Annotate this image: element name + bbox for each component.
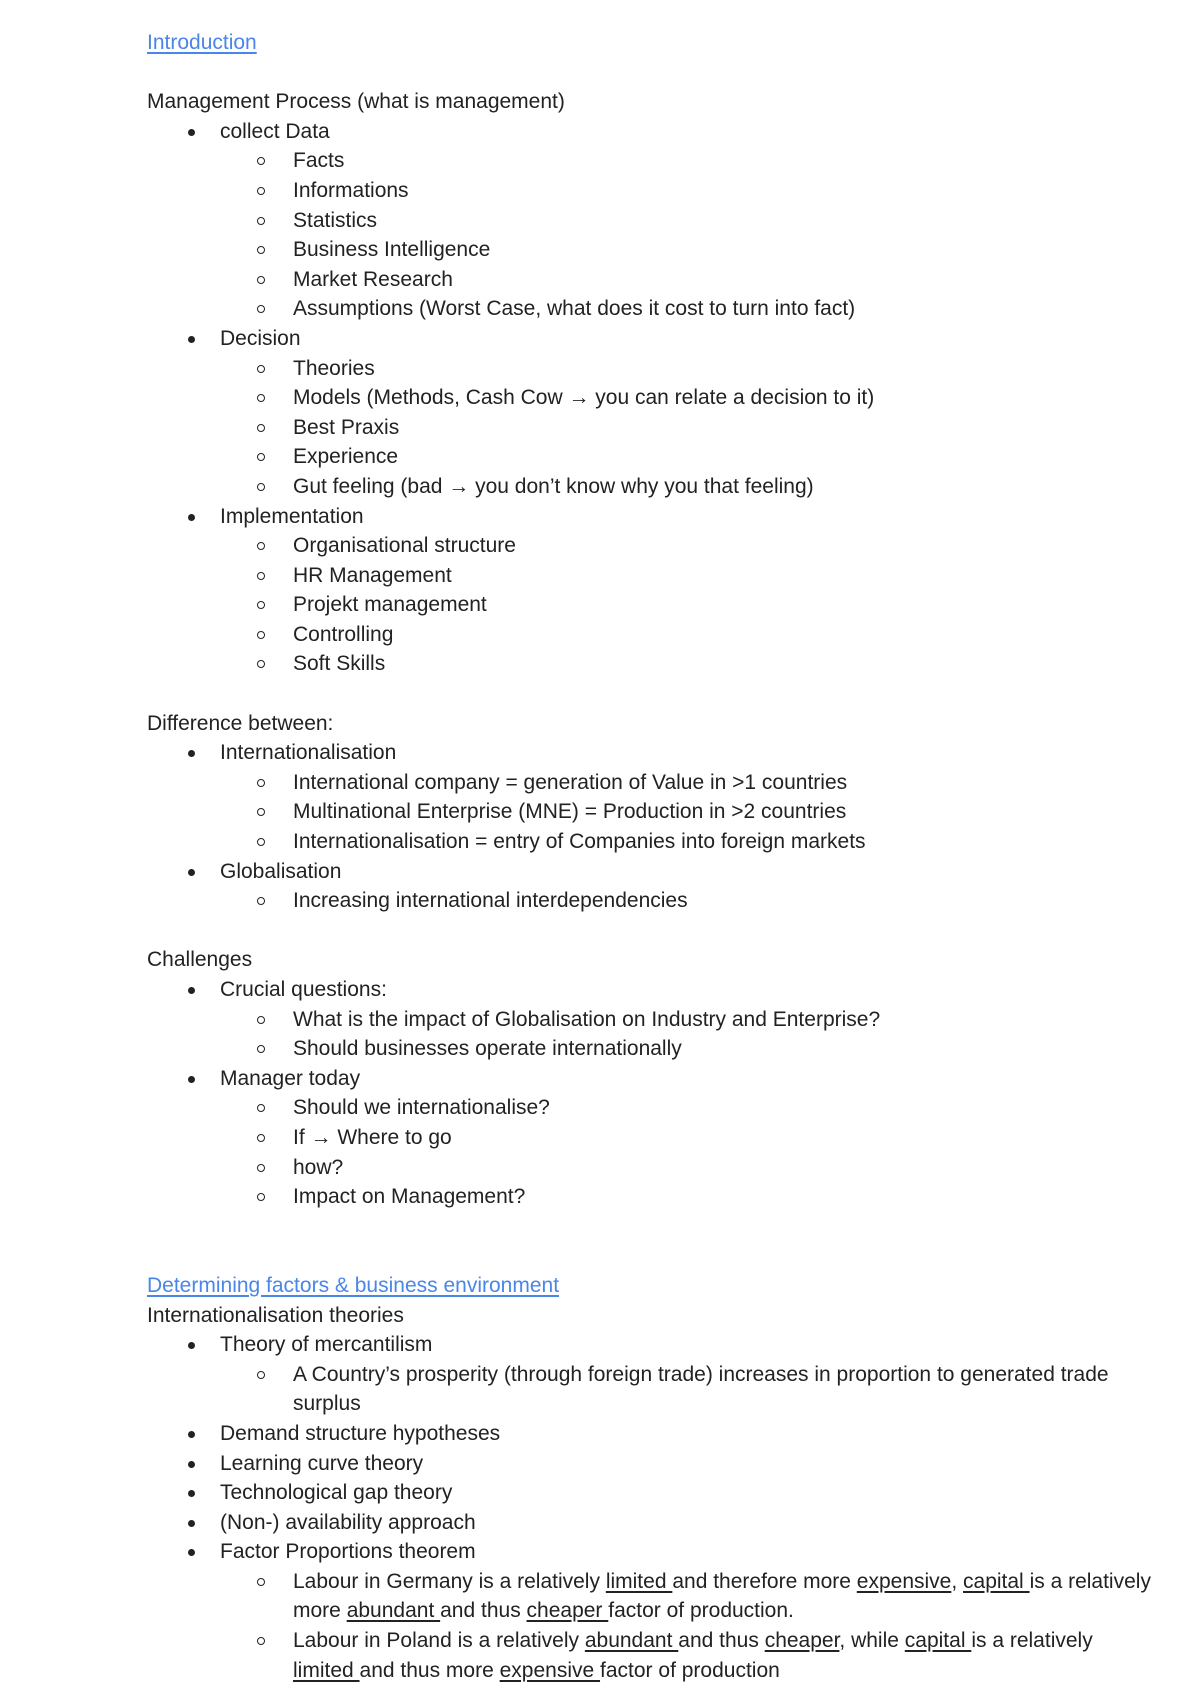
list-item: Facts [147,146,1157,176]
circle-bullet-icon [257,897,265,905]
list-item: International company = generation of Value in >1 countries [147,768,1157,798]
list-item: Decision [147,324,1157,354]
bullet-icon [188,514,195,521]
circle-bullet-icon [257,660,265,668]
bullet-icon [188,869,195,876]
list-item: Globalisation [147,857,1157,887]
document-page [147,28,1157,1685]
circle-bullet-icon [257,1193,265,1201]
circle-bullet-icon [257,572,265,580]
bullet-icon [188,336,195,343]
list-item: collect Data [147,117,1157,147]
bullet-icon [188,1431,195,1438]
circle-bullet-icon [257,779,265,787]
section-heading: Difference between: [147,711,334,735]
list-item: Informations [147,176,1157,206]
list-item: Gut feeling (bad → you don’t know why you that feeling) [147,472,1157,502]
list-item: Theory of mercantilism [147,1330,1157,1360]
list-item: Manager today [147,1064,1157,1094]
list-item: Business Intelligence [147,235,1157,265]
list-item: Labour in Germany is a relatively limited and therefore more expensive, capital is a relatively more abundant and thus cheaper factor of production. [147,1567,1157,1626]
list-item: Internationalisation = entry of Companies into foreign markets [147,827,1157,857]
list-item: A Country’s prosperity (through foreign trade) increases in proportion to generated trade surplus [147,1360,1157,1419]
determining-factors-link[interactable]: Determining factors & business environment [147,1273,560,1297]
list-item: Implementation [147,502,1157,532]
circle-bullet-icon [257,542,265,550]
bullet-icon [188,1549,195,1556]
circle-bullet-icon [257,217,265,225]
circle-bullet-icon [257,453,265,461]
bullet-list [147,738,1157,916]
circle-bullet-icon [257,838,265,846]
list-item: Increasing international interdependencies [147,886,1157,916]
circle-bullet-icon [257,808,265,816]
bullet-icon [188,1461,195,1468]
list-item: Should businesses operate internationally [147,1034,1157,1064]
list-item: Learning curve theory [147,1449,1157,1479]
bullet-list [147,975,1157,1212]
bullet-icon [188,1342,195,1349]
list-item: Demand structure hypotheses [147,1419,1157,1449]
section-heading: Challenges [147,948,253,972]
list-item: Controlling [147,620,1157,650]
circle-bullet-icon [257,1637,265,1645]
circle-bullet-icon [257,157,265,165]
circle-bullet-icon [257,1134,265,1142]
bullet-icon [188,1076,195,1083]
bullet-icon [188,1520,195,1527]
bullet-icon [188,129,195,136]
list-item: What is the impact of Globalisation on Industry and Enterprise? [147,1005,1157,1035]
list-item: Crucial questions: [147,975,1157,1005]
list-item: Models (Methods, Cash Cow → you can relate a decision to it) [147,383,1157,413]
circle-bullet-icon [257,424,265,432]
list-item: HR Management [147,561,1157,591]
list-item: Internationalisation [147,738,1157,768]
circle-bullet-icon [257,1578,265,1586]
circle-bullet-icon [257,1104,265,1112]
circle-bullet-icon [257,276,265,284]
list-item: Experience [147,442,1157,472]
list-item: Factor Proportions theorem [147,1537,1157,1567]
list-item: how? [147,1153,1157,1183]
circle-bullet-icon [257,483,265,491]
circle-bullet-icon [257,246,265,254]
list-item: (Non-) availability approach [147,1508,1157,1538]
circle-bullet-icon [257,601,265,609]
circle-bullet-icon [257,1371,265,1379]
list-item: Statistics [147,206,1157,236]
section-heading: Internationalisation theories [147,1303,404,1327]
list-item: Should we internationalise? [147,1093,1157,1123]
bullet-icon [188,750,195,757]
circle-bullet-icon [257,631,265,639]
circle-bullet-icon [257,394,265,402]
bullet-icon [188,987,195,994]
section-heading: Management Process (what is management) [147,90,565,114]
circle-bullet-icon [257,365,265,373]
list-item: Technological gap theory [147,1478,1157,1508]
list-item: Projekt management [147,590,1157,620]
list-item: Labour in Poland is a relatively abundant and thus cheaper, while capital is a relatively limited and thus more expensive factor of production [147,1626,1157,1685]
list-item: Assumptions (Worst Case, what does it cost to turn into fact) [147,294,1157,324]
bullet-icon [188,1490,195,1497]
circle-bullet-icon [257,1045,265,1053]
circle-bullet-icon [257,187,265,195]
list-item: Best Praxis [147,413,1157,443]
bullet-list [147,1330,1157,1685]
list-item: If → Where to go [147,1123,1157,1153]
list-item: Multinational Enterprise (MNE) = Production in >2 countries [147,797,1157,827]
list-item: Organisational structure [147,531,1157,561]
list-item: Market Research [147,265,1157,295]
list-item: Soft Skills [147,649,1157,679]
introduction-link[interactable]: Introduction [147,31,257,54]
circle-bullet-icon [257,1016,265,1024]
circle-bullet-icon [257,305,265,313]
circle-bullet-icon [257,1164,265,1172]
list-item: Theories [147,354,1157,384]
list-item: Impact on Management? [147,1182,1157,1212]
bullet-list [147,117,1157,679]
